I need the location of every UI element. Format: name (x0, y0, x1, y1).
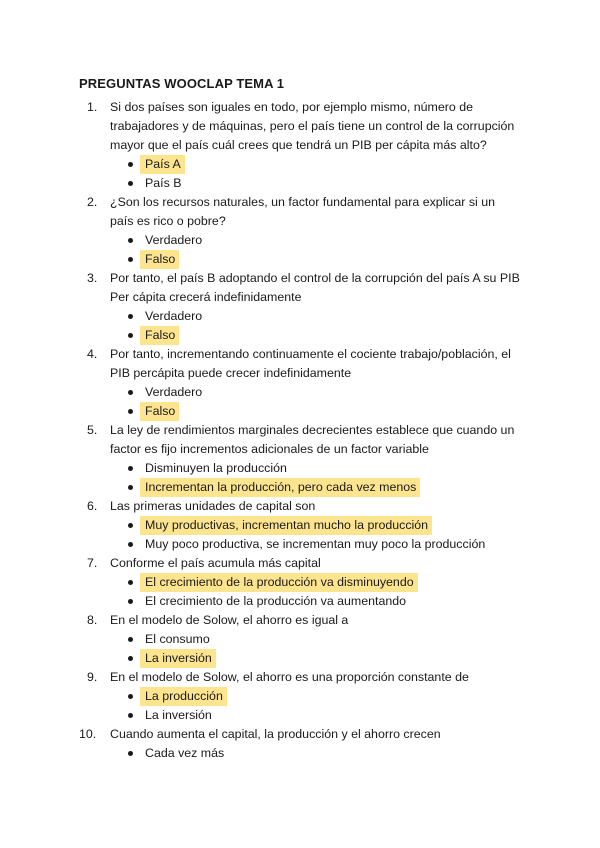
bullet-icon (128, 466, 133, 471)
answer-option (0, 744, 600, 763)
question-number: 1. (87, 100, 98, 114)
answer-option-text: Cada vez más (145, 746, 225, 760)
answer-option-highlighted (0, 573, 600, 592)
question-number: 2. (87, 195, 98, 209)
answer-option-text: La inversión (145, 708, 212, 722)
answer-option-text: Muy poco productiva, se incrementan muy poco la producción (145, 537, 486, 551)
question-number: 10. (79, 727, 97, 741)
answer-option (0, 630, 600, 649)
answer-option-highlighted (0, 478, 600, 497)
bullet-icon (128, 751, 133, 756)
question-text-line: mayor que el país cuál crees que tendrá un PIB per cápita más alto? (110, 138, 487, 152)
question-text-line: En el modelo de Solow, el ahorro es una proporción constante de (110, 670, 469, 684)
bullet-icon (128, 713, 133, 718)
question-text-line: La ley de rendimientos marginales decrecientes establece que cuando un (110, 423, 515, 437)
question-text-line: ¿Son los recursos naturales, un factor fundamental para explicar si un (110, 195, 495, 209)
bullet-icon (128, 599, 133, 604)
bullet-icon (128, 238, 133, 243)
bullet-icon (128, 162, 133, 167)
answer-option-text: Incrementan la producción, pero cada vez menos (145, 480, 417, 494)
question-number: 7. (87, 556, 98, 570)
answer-option-text: Disminuyen la producción (145, 461, 287, 475)
bullet-icon (128, 656, 133, 661)
question-text-line: Por tanto, incrementando continuamente el cociente trabajo/población, el (110, 347, 511, 361)
question-number: 3. (87, 271, 98, 285)
question-text-line: factor es fijo incrementos adicionales de un factor variable (110, 442, 429, 456)
bullet-icon (128, 542, 133, 547)
bullet-icon (128, 694, 133, 699)
question-text-line: trabajadores y de máquinas, pero el país tiene un control de la corrupción (110, 119, 515, 133)
answer-option-highlighted (0, 649, 600, 668)
bullet-icon (128, 314, 133, 319)
bullet-icon (128, 409, 133, 414)
question-text-line: Si dos países son iguales en todo, por ejemplo mismo, número de (110, 100, 473, 114)
answer-option-text: El crecimiento de la producción va disminuyendo (145, 575, 414, 589)
answer-option (0, 535, 600, 554)
answer-option (0, 706, 600, 725)
answer-option (0, 307, 600, 326)
answer-option-text: La inversión (145, 651, 212, 665)
question-text-line: Las primeras unidades de capital son (110, 499, 316, 513)
answer-option-text: Falso (145, 252, 176, 266)
bullet-icon (128, 181, 133, 186)
answer-option-highlighted (0, 250, 600, 269)
answer-option-text: Muy productivas, incrementan mucho la producción (145, 518, 429, 532)
answer-option-highlighted (0, 155, 600, 174)
bullet-icon (128, 637, 133, 642)
question-text-line: PIB percápita puede crecer indefinidamente (110, 366, 352, 380)
question-text-line: Conforme el país acumula más capital (110, 556, 321, 570)
answer-option-highlighted (0, 516, 600, 535)
bullet-icon (128, 257, 133, 262)
question-text-line: Cuando aumenta el capital, la producción y el ahorro crecen (110, 727, 441, 741)
bullet-icon (128, 485, 133, 490)
question-number: 4. (87, 347, 98, 361)
answer-option (0, 459, 600, 478)
question-number: 8. (87, 613, 98, 627)
answer-option-text: Verdadero (145, 385, 203, 399)
answer-option (0, 231, 600, 250)
answer-option-text: Verdadero (145, 309, 203, 323)
answer-option (0, 174, 600, 193)
answer-option-highlighted (0, 402, 600, 421)
question-text-line: Per cápita crecerá indefinidamente (110, 290, 302, 304)
answer-option-text: Verdadero (145, 233, 203, 247)
question-text-line: Por tanto, el país B adoptando el control de la corrupción del país A su PIB (110, 271, 520, 285)
answer-option (0, 383, 600, 402)
bullet-icon (128, 333, 133, 338)
answer-option (0, 592, 600, 611)
bullet-icon (128, 523, 133, 528)
bullet-icon (128, 580, 133, 585)
answer-option-highlighted (0, 687, 600, 706)
question-text-line: En el modelo de Solow, el ahorro es igual a (110, 613, 349, 627)
answer-option-highlighted (0, 326, 600, 345)
answer-option-text: El consumo (145, 632, 210, 646)
answer-option-text: País A (145, 157, 181, 171)
question-number: 6. (87, 499, 98, 513)
question-number: 5. (87, 423, 98, 437)
document-title: PREGUNTAS WOOCLAP TEMA 1 (79, 76, 285, 91)
answer-option-text: El crecimiento de la producción va aumentando (145, 594, 407, 608)
answer-option-text: Falso (145, 328, 176, 342)
question-text-line: país es rico o pobre? (110, 214, 226, 228)
answer-option-text: País B (145, 176, 182, 190)
bullet-icon (128, 390, 133, 395)
answer-option-text: La producción (145, 689, 223, 703)
question-number: 9. (87, 670, 98, 684)
answer-option-text: Falso (145, 404, 176, 418)
